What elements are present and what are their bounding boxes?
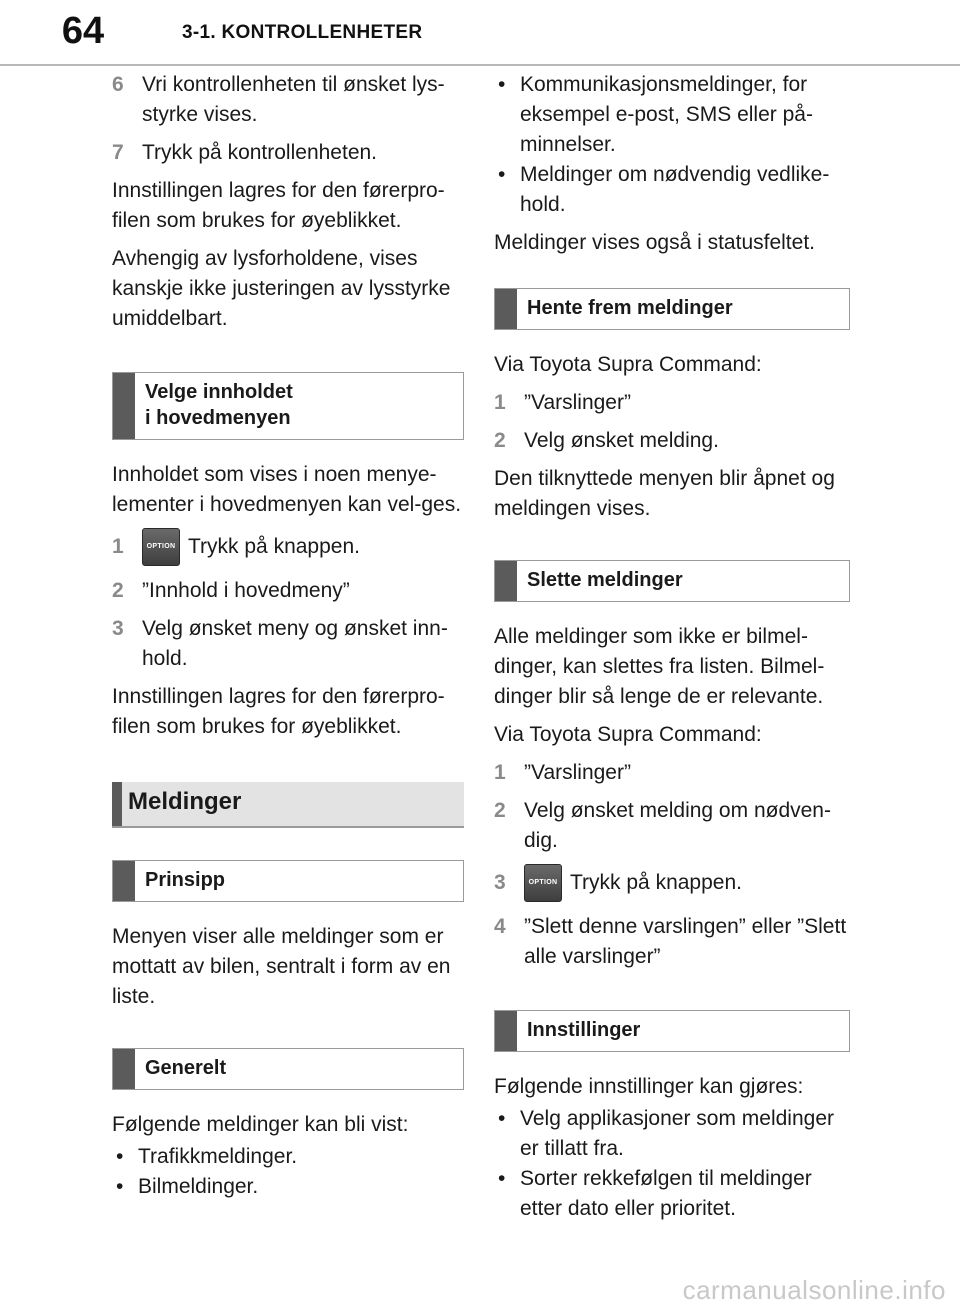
step-text: ”Varslinger”: [524, 391, 631, 414]
step-number: 7: [112, 141, 124, 164]
heading-text: Innstillinger: [527, 1019, 641, 1041]
option-button-icon: OPTION: [142, 528, 180, 566]
paragraph-menu-content: Innholdet som vises i noen menye-lementer i hovedmenyen kan vel-ges.: [112, 463, 462, 516]
heading-line-2: i hovedmenyen: [145, 407, 291, 429]
step-text: Vri kontrollenheten til ønsket lys-styrke vises.: [142, 73, 445, 126]
step-2: [112, 576, 464, 606]
heading-bar: [113, 1049, 135, 1089]
step-number: 4: [494, 915, 506, 938]
step-number: 2: [494, 799, 506, 822]
step-number: 2: [494, 429, 506, 452]
option-button-icon: OPTION: [524, 864, 562, 902]
step-text: Trykk på knappen.: [188, 535, 360, 558]
list-item: • Sorter rekkefølgen til meldinger etter dato eller prioritet.: [494, 1164, 850, 1224]
paragraph-light-conditions: Avhengig av lysforholdene, vises kanskje ikke justeringen av lysstyrke umiddelbart.: [112, 247, 451, 330]
list-item: • Bilmeldinger.: [112, 1172, 464, 1202]
step-text: Velg ønsket melding.: [524, 429, 719, 452]
step-number: 1: [494, 391, 506, 414]
heading-generelt: [112, 1048, 464, 1090]
paragraph-settings: Følgende innstillinger kan gjøres:: [494, 1075, 804, 1098]
paragraph-via-command: Via Toyota Supra Command:: [494, 353, 762, 376]
paragraph-message-types: Følgende meldinger kan bli vist:: [112, 1113, 409, 1136]
heading-text: Generelt: [145, 1057, 227, 1079]
left-column: [112, 70, 464, 1210]
heading-bar: [495, 1011, 517, 1051]
header-divider: [0, 64, 960, 66]
heading-bar: [112, 782, 122, 826]
heading-slette: [494, 560, 850, 602]
step-text: Trykk på kontrollenheten.: [142, 141, 378, 164]
heading-text: Hente frem meldinger: [527, 297, 733, 319]
watermark: carmanualsonline.info: [682, 1275, 946, 1305]
paragraph-via-command-2: Via Toyota Supra Command:: [494, 723, 762, 746]
step-2: [494, 796, 850, 856]
heading-bar: [113, 861, 135, 901]
list-item: • Trafikkmeldinger.: [112, 1142, 464, 1172]
step-number: 1: [112, 535, 124, 558]
step-number: 3: [494, 871, 506, 894]
settings-list: [494, 1104, 850, 1224]
step-1: [494, 388, 850, 418]
heading-velge-innholdet: [112, 372, 464, 440]
heading-text: [135, 373, 303, 439]
paragraph-profile-saved-2: Innstillingen lagres for den førerpro-filen som brukes for øyeblikket.: [112, 685, 445, 738]
step-6: [112, 70, 464, 130]
step-number: 6: [112, 73, 124, 96]
heading-meldinger: [112, 782, 464, 828]
step-text: ”Innhold i hovedmeny”: [142, 579, 350, 602]
paragraph-status-field: Meldinger vises også i statusfeltet.: [494, 231, 815, 254]
step-number: 1: [494, 761, 506, 784]
step-2: [494, 426, 850, 456]
paragraph-menu-opened: Den tilknyttede menyen blir åpnet og meldingen vises.: [494, 467, 835, 520]
step-3-option: [494, 864, 850, 902]
right-column: [494, 70, 850, 1232]
heading-innstillinger: [494, 1010, 850, 1052]
heading-text: Slette meldinger: [527, 569, 683, 591]
page-number: 64: [61, 10, 105, 52]
message-type-list: [112, 1142, 464, 1202]
step-number: 2: [112, 579, 124, 602]
list-item: • Meldinger om nødvendig vedlike-hold.: [494, 160, 850, 220]
step-text: Trykk på knappen.: [570, 871, 742, 894]
section-title: 3-1. KONTROLLENHETER: [182, 22, 423, 43]
page-header: [0, 0, 960, 66]
heading-line-1: Velge innholdet: [145, 381, 293, 403]
heading-bar: [495, 289, 517, 329]
step-number: 3: [112, 617, 124, 640]
heading-bar: [495, 561, 517, 601]
heading-text: Meldinger: [128, 788, 242, 815]
step-1: [494, 758, 850, 788]
heading-bar: [113, 373, 135, 439]
list-item: • Kommunikasjonsmeldinger, for eksempel e-post, SMS eller på-minnelser.: [494, 70, 850, 160]
paragraph-profile-saved: Innstillingen lagres for den førerpro-filen som brukes for øyeblikket.: [112, 179, 445, 232]
heading-hente-frem: [494, 288, 850, 330]
step-3: [112, 614, 464, 674]
step-4: [494, 912, 850, 972]
step-1-option: [112, 528, 464, 566]
list-item: • Velg applikasjoner som meldinger er tillatt fra.: [494, 1104, 850, 1164]
step-7: [112, 138, 464, 168]
heading-prinsipp: [112, 860, 464, 902]
paragraph-delete-info: Alle meldinger som ikke er bilmel-dinger, kan slettes fra listen. Bilmel-dinger blir så lenge de er relevante.: [494, 625, 825, 708]
step-text: ”Slett denne varslingen” eller ”Slett alle varslinger”: [524, 915, 847, 968]
heading-text: Prinsipp: [145, 869, 226, 891]
step-text: Velg ønsket melding om nødven-dig.: [524, 799, 831, 852]
message-type-list-continued: [494, 70, 850, 220]
paragraph-principle: Menyen viser alle meldinger som er mottatt av bilen, sentralt i form av en liste.: [112, 925, 451, 1008]
step-text: ”Varslinger”: [524, 761, 631, 784]
step-text: Velg ønsket meny og ønsket inn-hold.: [142, 617, 448, 670]
